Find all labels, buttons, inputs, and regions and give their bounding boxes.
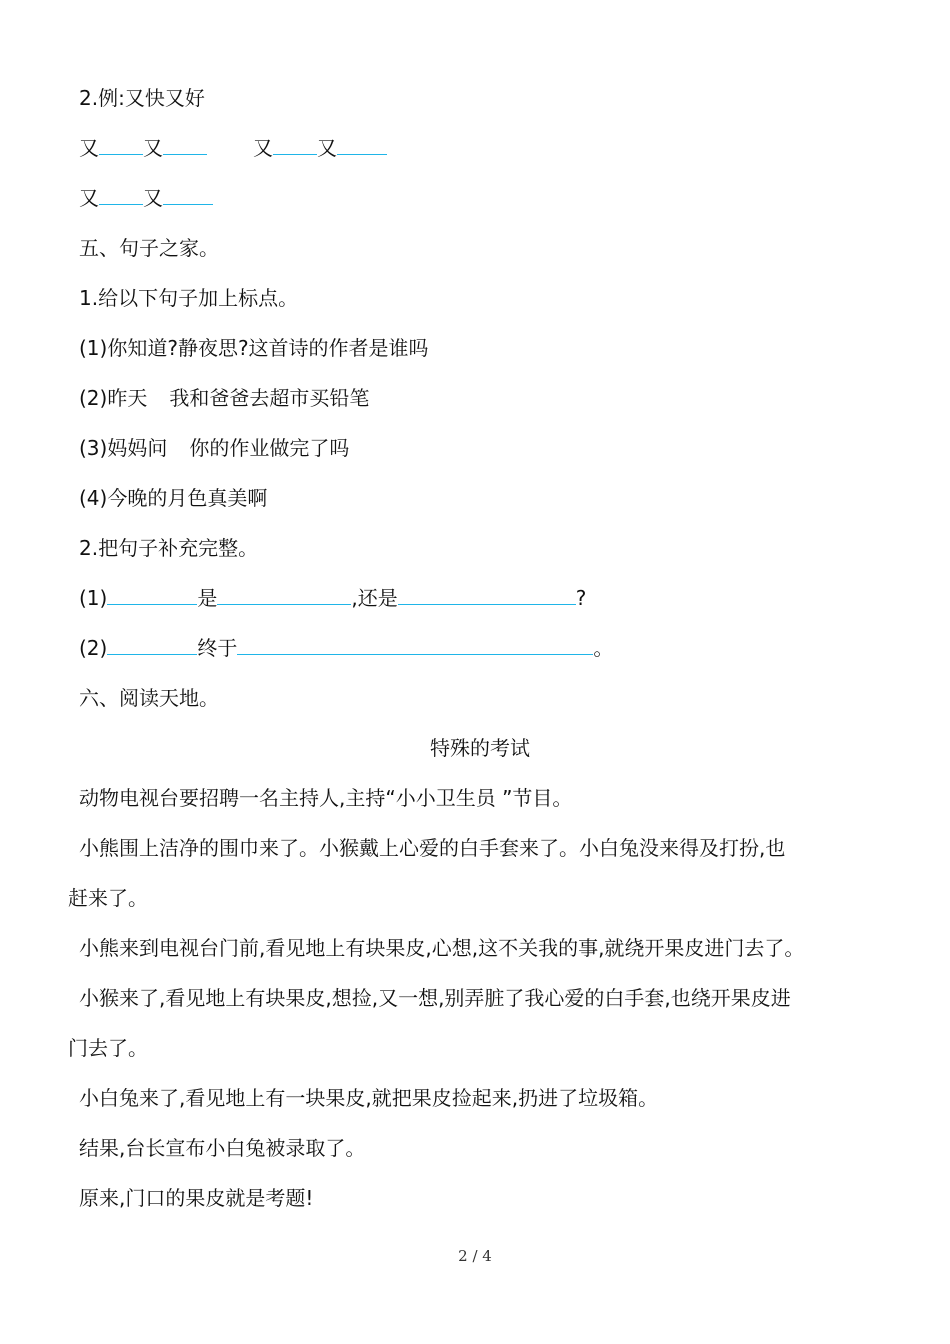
char-you: 又 xyxy=(143,186,163,210)
section-6-heading: 六、阅读天地。 xyxy=(79,686,219,710)
char-you: 又 xyxy=(253,136,273,160)
fill-row-1 xyxy=(79,134,387,162)
paragraph-2-line-1: 小熊围上洁净的围巾来了。小猴戴上心爱的白手套来了。小白兔没来得及打扮,也 xyxy=(79,836,786,860)
blank-11[interactable] xyxy=(237,634,593,655)
paragraph-5: 小白兔来了,看见地上有一块果皮,就把果皮捡起来,扔进了垃圾箱。 xyxy=(79,1086,659,1110)
blank-1[interactable] xyxy=(99,134,143,155)
complete-sentence-2 xyxy=(79,634,613,662)
sentence-2-part-a: (2)昨天 xyxy=(79,386,148,410)
paragraph-7: 原来,门口的果皮就是考题! xyxy=(79,1186,314,1210)
sentence-3-part-a: (3)妈妈问 xyxy=(79,436,168,460)
section-5-heading: 五、句子之家。 xyxy=(79,236,219,260)
paragraph-2-line-2: 赶来了。 xyxy=(68,886,148,910)
example-line: 2.例:又快又好 xyxy=(79,86,205,110)
page-number: 2 / 4 xyxy=(458,1247,492,1265)
blank-3[interactable] xyxy=(273,134,317,155)
blank-6[interactable] xyxy=(163,184,213,205)
word-shi: 是 xyxy=(197,586,218,610)
word-haishi: ,还是 xyxy=(351,586,398,610)
question-1: 1.给以下句子加上标点。 xyxy=(79,286,299,310)
blank-2[interactable] xyxy=(163,134,207,155)
paragraph-4-line-1: 小猴来了,看见地上有块果皮,想捡,又一想,别弄脏了我心爱的白手套,也绕开果皮进 xyxy=(79,986,791,1010)
char-you: 又 xyxy=(79,136,99,160)
char-you: 又 xyxy=(143,136,163,160)
period-mark: 。 xyxy=(593,636,614,660)
char-you: 又 xyxy=(317,136,337,160)
paragraph-1: 动物电视台要招聘一名主持人,主持“小小卫生员 ”节目。 xyxy=(79,786,573,810)
sentence-1: (1)你知道?静夜思?这首诗的作者是谁吗 xyxy=(79,336,429,360)
sentence-3-part-b: 你的作业做完了吗 xyxy=(189,436,350,460)
question-mark: ? xyxy=(575,586,587,610)
char-you: 又 xyxy=(79,186,99,210)
fill-row-2 xyxy=(79,184,213,212)
blank-5[interactable] xyxy=(99,184,143,205)
story-title: 特殊的考试 xyxy=(430,736,530,760)
sentence-3 xyxy=(79,434,349,462)
label-1: (1) xyxy=(79,586,108,610)
complete-sentence-1 xyxy=(79,584,586,612)
blank-4[interactable] xyxy=(337,134,387,155)
label-2: (2) xyxy=(79,636,108,660)
sentence-2 xyxy=(79,384,369,412)
sentence-4: (4)今晚的月色真美啊 xyxy=(79,486,268,510)
blank-8[interactable] xyxy=(217,584,351,605)
paragraph-4-line-2: 门去了。 xyxy=(68,1036,148,1060)
blank-9[interactable] xyxy=(398,584,576,605)
word-zhongyu: 终于 xyxy=(197,636,238,660)
sentence-2-part-b: 我和爸爸去超市买铅笔 xyxy=(169,386,370,410)
paragraph-6: 结果,台长宣布小白兔被录取了。 xyxy=(79,1136,366,1160)
question-2: 2.把句子补充完整。 xyxy=(79,536,259,560)
paragraph-3: 小熊来到电视台门前,看见地上有块果皮,心想,这不关我的事,就绕开果皮进门去了。 xyxy=(79,936,805,960)
blank-7[interactable] xyxy=(107,584,197,605)
blank-10[interactable] xyxy=(107,634,197,655)
